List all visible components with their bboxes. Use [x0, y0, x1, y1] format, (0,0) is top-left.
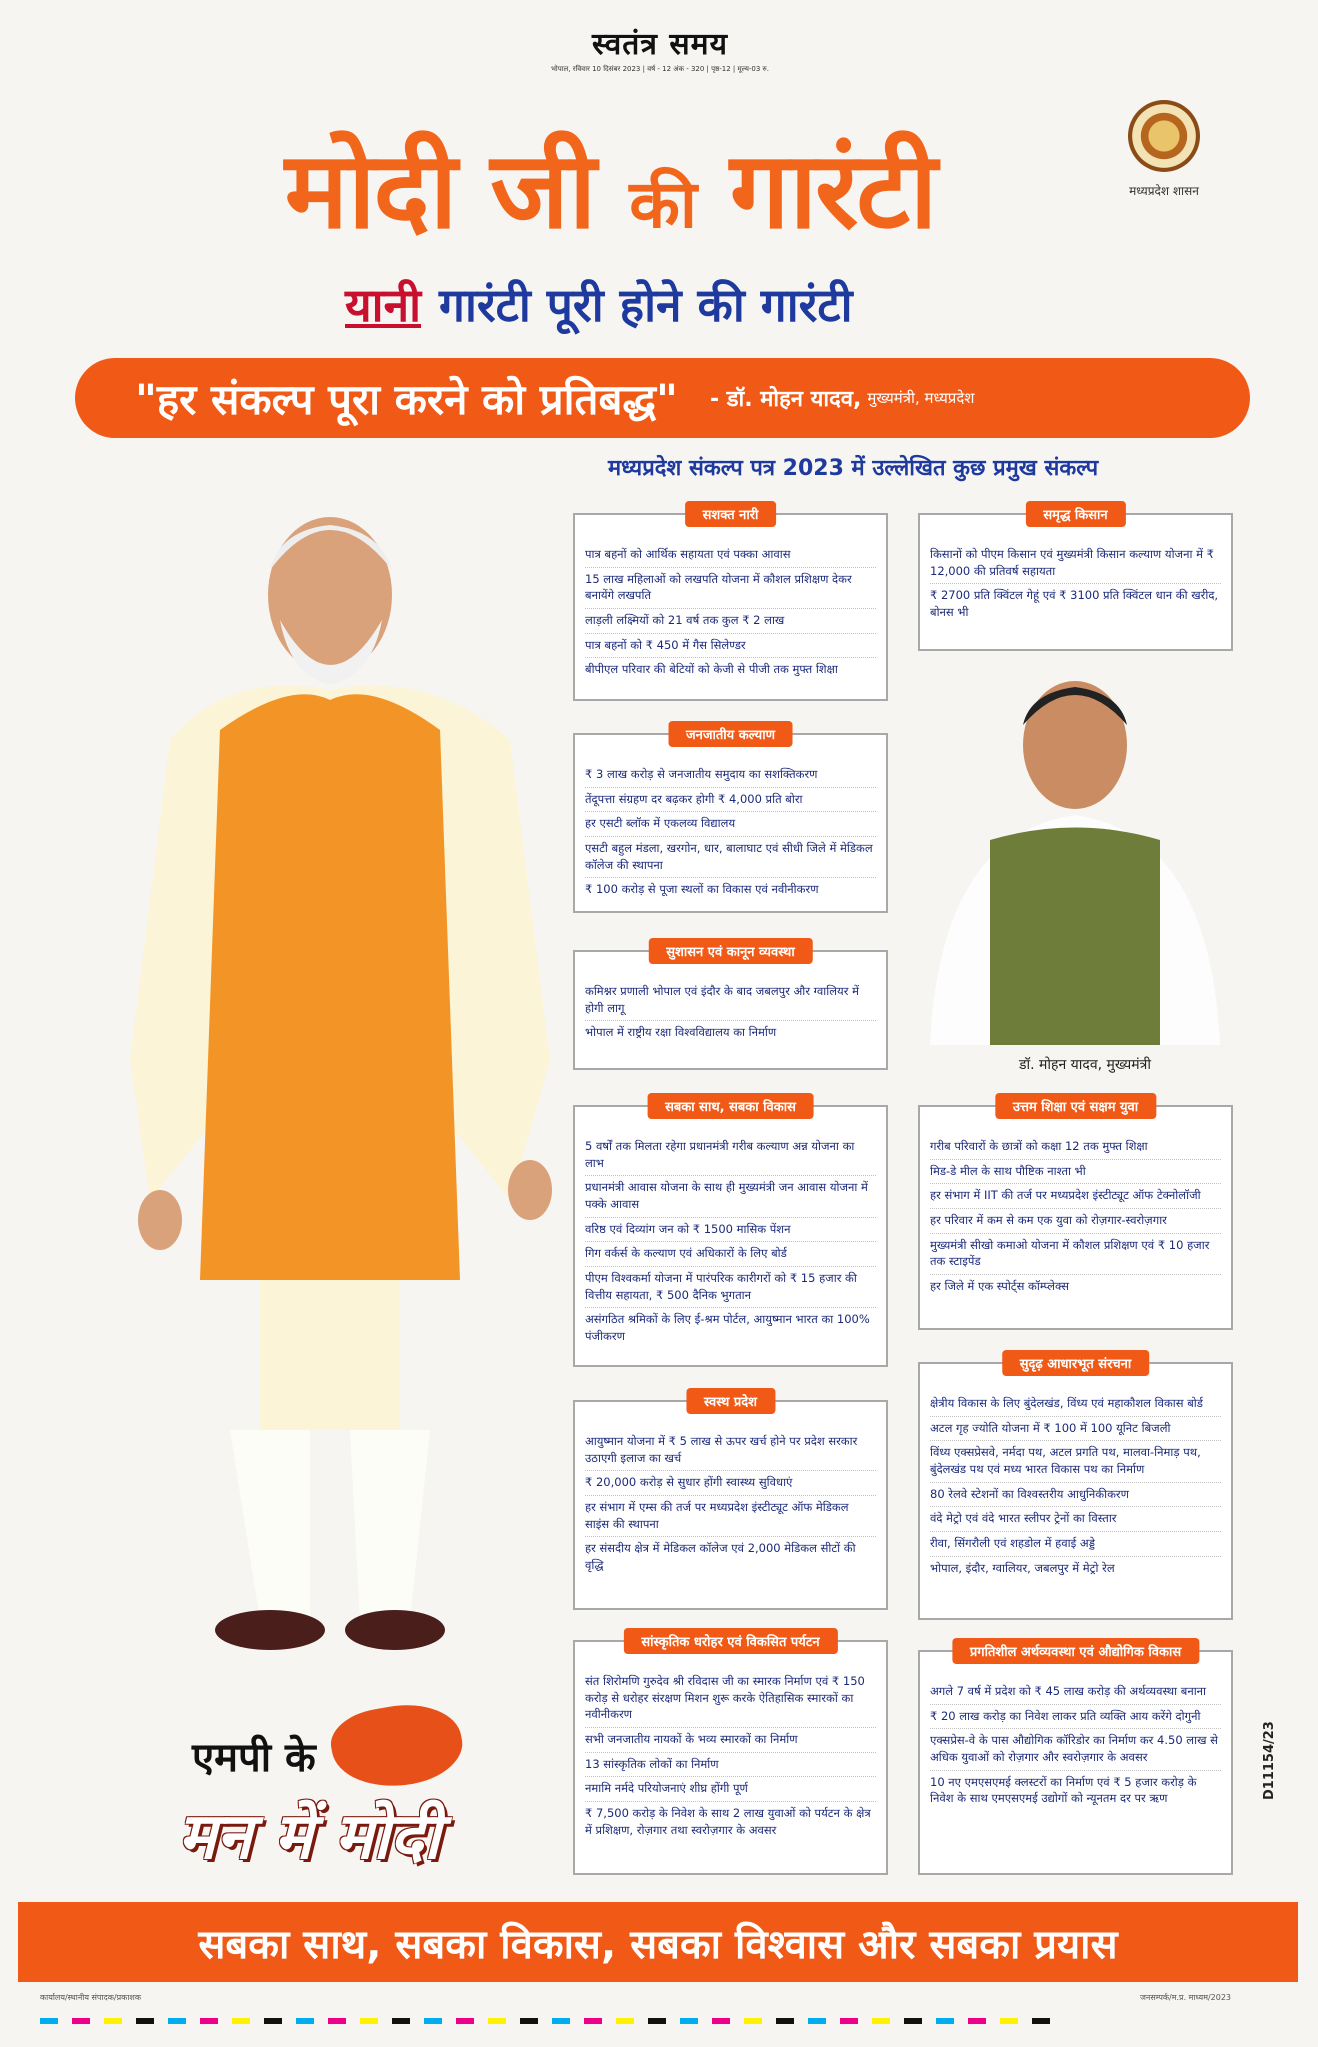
mp-map-icon	[326, 1695, 468, 1796]
logo-line2: मन में मोदी	[178, 1800, 441, 1874]
list-item: रीवा, सिंगरौली एवं शहडोल में हवाई अड्डे	[930, 1532, 1221, 1557]
banner-by: - डॉ. मोहन यादव,	[709, 387, 862, 412]
list-item: गिग वर्कर्स के कल्याण एवं अधिकारों के लिए बोर्ड	[585, 1242, 876, 1267]
list-item: एक्सप्रेस-वे के पास औद्योगिक कॉरिडोर का निर्माण कर 4.50 लाख से अधिक युवाओं को रोज़गार और स्वरोज़गार के अवसर	[930, 1729, 1221, 1770]
list-item: हर संभाग में एम्स की तर्ज पर मध्यप्रदेश इंस्टीट्यूट ऑफ मेडिकल साइंस की स्थापना	[585, 1496, 876, 1537]
section-title: सुशासन एवं कानून व्यवस्था	[648, 938, 812, 964]
subheadline	[345, 278, 965, 332]
banner-quote: "हर संकल्प पूरा करने को प्रतिबद्ध"	[135, 374, 678, 424]
mp-govt-emblem-icon	[1128, 100, 1200, 172]
cm-caption: डॉ. मोहन यादव, मुख्यमंत्री	[1019, 1057, 1151, 1073]
ad-code: D11154/23	[1262, 1721, 1277, 1800]
emblem-label: मध्यप्रदेश शासन	[1129, 184, 1199, 198]
section-title: जनजातीय कल्याण	[668, 721, 793, 747]
section-janjatiya-kalyan	[573, 728, 888, 913]
list-item: 10 नए एमएसएमई क्लस्टरों का निर्माण एवं ₹ 5 हजार करोड़ के निवेश के साथ एमएसएमई उद्योगों को न्यूनतम दर पर ऋण	[930, 1774, 1197, 1806]
list-item: हर संसदीय क्षेत्र में मेडिकल कॉलेज एवं 2,000 मेडिकल सीटों की वृद्धि	[585, 1541, 856, 1573]
mp-ke-man-mein-modi-logo	[172, 1700, 502, 1880]
list-item: 5 वर्षों तक मिलता रहेगा प्रधानमंत्री गरीब कल्याण अन्न योजना का लाभ	[585, 1135, 876, 1176]
section-swasth-pradesh	[573, 1395, 888, 1610]
list-item: भोपाल में राष्ट्रीय रक्षा विश्वविद्यालय का निर्माण	[585, 1025, 777, 1040]
section-samriddh-kisan	[918, 508, 1233, 651]
headline-part1: मोदी जी	[284, 129, 595, 252]
newspaper-name: स्वतंत्र समय	[591, 27, 729, 62]
section-sabka-saath	[573, 1100, 888, 1367]
list-item: प्रधानमंत्री आवास योजना के साथ ही मुख्यमंत्री जन आवास योजना में पक्के आवास	[585, 1176, 876, 1217]
list-item: ₹ 20,000 करोड़ से सुधार होंगी स्वास्थ्य सुविधाएं	[585, 1471, 876, 1496]
section-sudridh-adharbhut	[918, 1357, 1233, 1620]
list-item: सभी जनजातीय नायकों के भव्य स्मारकों का निर्माण	[585, 1728, 876, 1753]
list-item: अटल गृह ज्योति योजना में ₹ 100 में 100 यूनिट बिजली	[930, 1417, 1221, 1442]
list-item: क्षेत्रीय विकास के लिए बुंदेलखंड, विंध्य एवं महाकौशल विकास बोर्ड	[930, 1392, 1221, 1417]
list-item: नमामि नर्मदे परियोजनाएं शीघ्र होंगी पूर्ण	[585, 1777, 876, 1802]
list-item: वरिष्ठ एवं दिव्यांग जन को ₹ 1500 मासिक पेंशन	[585, 1218, 876, 1243]
headline	[160, 129, 1060, 252]
section-title: सांस्कृतिक धरोहर एवं विकसित पर्यटन	[623, 1628, 837, 1654]
list-item: किसानों को पीएम किसान एवं मुख्यमंत्री किसान कल्याण योजना में ₹ 12,000 की प्रतिवर्ष सहायता	[930, 543, 1221, 584]
footer-left-small: कार्यालय/स्थानीय संपादक/प्रकाशक	[40, 1993, 141, 2002]
section-uttam-shiksha	[918, 1100, 1233, 1330]
footer-banner	[18, 1902, 1298, 1982]
list-item: पात्र बहनों को ₹ 450 में गैस सिलेण्डर	[585, 634, 876, 659]
logo-line1: एमपी के	[192, 1735, 316, 1781]
modi-photo	[110, 500, 580, 1660]
section-pragatisheel-arthvyavastha	[918, 1645, 1233, 1875]
footer-right-small: जनसम्पर्क/म.प्र. माध्यम/2023	[1140, 1993, 1232, 2002]
section-title: सशक्त नारी	[685, 501, 777, 527]
list-item: ₹ 100 करोड़ से पूजा स्थलों का विकास एवं नवीनीकरण	[585, 882, 819, 897]
section-title: प्रगतिशील अर्थव्यवस्था एवं औद्योगिक विकास	[952, 1638, 1199, 1664]
list-item: अगले 7 वर्ष में प्रदेश को ₹ 45 लाख करोड़ की अर्थव्यवस्था बनाना	[930, 1680, 1221, 1705]
list-item: मिड-डे मील के साथ पौष्टिक नाश्ता भी	[930, 1160, 1221, 1185]
list-item: हर परिवार में कम से कम एक युवा को रोज़गार-स्वरोज़गार	[930, 1209, 1221, 1234]
list-item: 80 रेलवे स्टेशनों का विश्वस्तरीय आधुनिकीकरण	[930, 1483, 1221, 1508]
list-item: पात्र बहनों को आर्थिक सहायता एवं पक्का आवास	[585, 543, 876, 568]
list-item: ₹ 20 लाख करोड़ का निवेश लाकर प्रति व्यक्ति आय करेंगे दोगुनी	[930, 1705, 1221, 1730]
list-item: संत शिरोमणि गुरुदेव श्री रविदास जी का स्मारक निर्माण एवं ₹ 150 करोड़ से धरोहर संरक्षण मिशन शुरू करके ऐतिहासिक स्मारकों का नवीनीकरण	[585, 1670, 876, 1728]
list-item: पीएम विश्वकर्मा योजना में पारंपरिक कारीगरों को ₹ 15 हजार की वित्तीय सहायता, ₹ 500 दैनिक भुगतान	[585, 1267, 876, 1308]
section-title: सबका साथ, सबका विकास	[647, 1093, 814, 1119]
quote-banner	[75, 358, 1250, 438]
list-item: 15 लाख महिलाओं को लखपति योजना में कौशल प्रशिक्षण देकर बनायेंगे लखपति	[585, 568, 876, 609]
list-item: मुख्यमंत्री सीखो कमाओ योजना में कौशल प्रशिक्षण एवं ₹ 10 हजार तक स्टाइपेंड	[930, 1234, 1221, 1275]
list-item: कमिश्नर प्रणाली भोपाल एवं इंदौर के बाद जबलपुर और ग्वालियर में होगी लागू	[585, 980, 876, 1021]
list-item: तेंदूपत्ता संग्रहण दर बढ़कर होगी ₹ 4,000 प्रति बोरा	[585, 788, 876, 813]
cm-photo	[920, 665, 1230, 1045]
section-title: सुदृढ़ आधारभूत संरचना	[1002, 1350, 1150, 1376]
section-sanskritik-dharohar	[573, 1635, 888, 1875]
headline-part2: की	[629, 166, 695, 243]
sankalp-intro: मध्यप्रदेश संकल्प पत्र 2023 में उल्लेखित कुछ प्रमुख संकल्प	[608, 456, 1099, 481]
footer-slogan: सबका साथ, सबका विकास, सबका विश्वास और सबका प्रयास	[198, 1921, 1118, 1968]
list-item: ₹ 7,500 करोड़ के निवेश के साथ 2 लाख युवाओं को पर्यटन के क्षेत्र में प्रशिक्षण, रोज़गार तथा स्वरोज़गार के अवसर	[585, 1806, 871, 1837]
list-item: बीपीएल परिवार की बेटियों को केजी से पीजी तक मुफ्त शिक्षा	[585, 662, 838, 677]
section-title: स्वस्थ प्रदेश	[686, 1388, 775, 1414]
section-title: उत्तम शिक्षा एवं सक्षम युवा	[995, 1093, 1156, 1119]
list-item: लाड़ली लक्ष्मियों को 21 वर्ष तक कुल ₹ 2 लाख	[585, 609, 876, 634]
banner-role: मुख्यमंत्री, मध्यप्रदेश	[867, 389, 975, 407]
list-item: भोपाल, इंदौर, ग्वालियर, जबलपुर में मेट्रो रेल	[930, 1560, 1115, 1575]
section-sashakt-nari	[573, 508, 888, 701]
subheadline-yani: यानी	[345, 278, 422, 332]
list-item: ₹ 2700 प्रति क्विंटल गेहूं एवं ₹ 3100 प्रति क्विंटल धान की खरीद, बोनस भी	[930, 588, 1219, 620]
list-item: हर एसटी ब्लॉक में एकलव्य विद्यालय	[585, 812, 876, 837]
list-item: ₹ 3 लाख करोड़ से जनजातीय समुदाय का सशक्तिकरण	[585, 763, 876, 788]
list-item: हर जिले में एक स्पोर्ट्स कॉम्प्लेक्स	[930, 1279, 1070, 1294]
list-item: गरीब परिवारों के छात्रों को कक्षा 12 तक मुफ्त शिक्षा	[930, 1135, 1221, 1160]
list-item: असंगठित श्रमिकों के लिए ई-श्रम पोर्टल, आयुष्मान भारत का 100% पंजीकरण	[585, 1312, 870, 1344]
print-registration-marks	[40, 2018, 1280, 2024]
newspaper-meta: भोपाल, रविवार 10 दिसंबर 2023 | वर्ष - 12 अंक - 320 | पृष्ठ-12 | मूल्य-03 रु.	[551, 65, 769, 73]
list-item: वंदे मेट्रो एवं वंदे भारत स्लीपर ट्रेनों का विस्तार	[930, 1507, 1221, 1532]
masthead	[520, 22, 800, 74]
headline-part3: गारंटी	[729, 129, 936, 252]
section-sushasan	[573, 945, 888, 1070]
list-item: 13 सांस्कृतिक लोकों का निर्माण	[585, 1753, 876, 1778]
list-item: विंध्य एक्सप्रेसवे, नर्मदा पथ, अटल प्रगति पथ, मालवा-निमाड़ पथ, बुंदेलखंड पथ एवं मध्य भारत विकास पथ का निर्माण	[930, 1441, 1221, 1482]
list-item: आयुष्मान योजना में ₹ 5 लाख से ऊपर खर्च होने पर प्रदेश सरकार उठाएगी इलाज का खर्च	[585, 1430, 876, 1471]
subheadline-rest: गारंटी पूरी होने की गारंटी	[439, 278, 853, 332]
list-item: एसटी बहुल मंडला, खरगोन, धार, बालाघाट एवं सीधी जिले में मेडिकल कॉलेज की स्थापना	[585, 837, 876, 878]
list-item: हर संभाग में IIT की तर्ज पर मध्यप्रदेश इंस्टीट्यूट ऑफ टेक्नोलॉजी	[930, 1184, 1221, 1209]
section-title: समृद्ध किसान	[1025, 501, 1125, 527]
